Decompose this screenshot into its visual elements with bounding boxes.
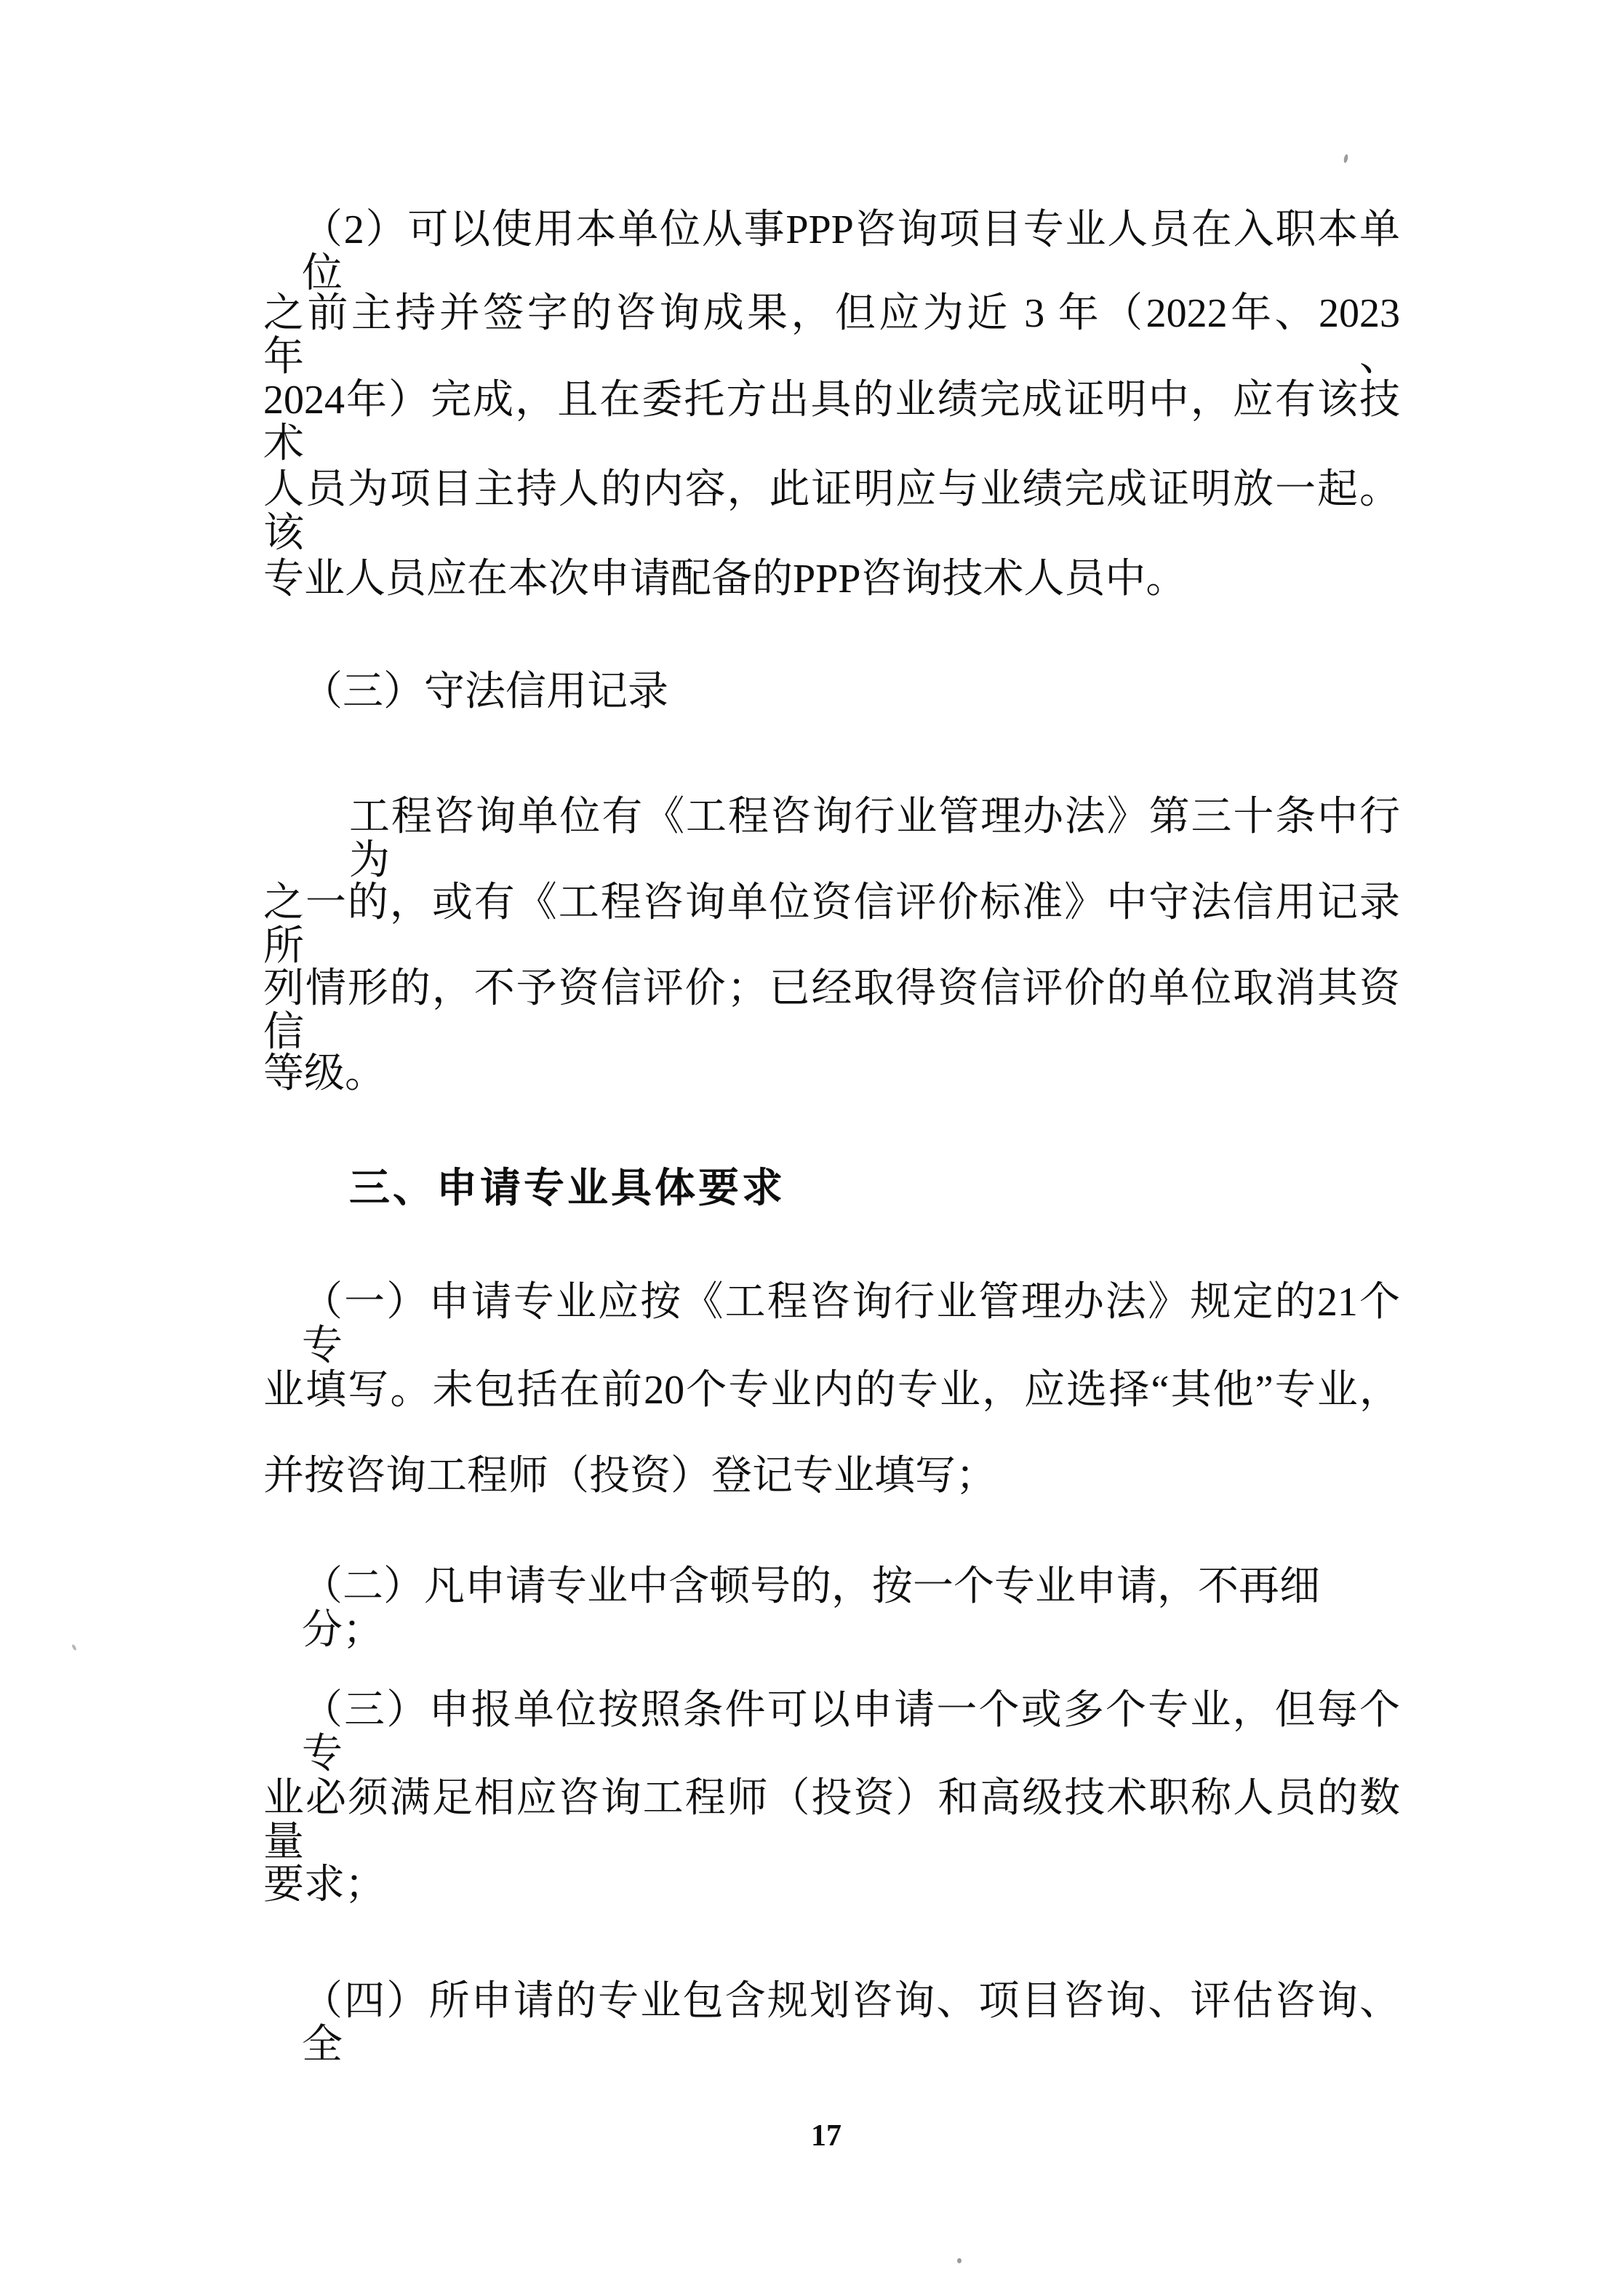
paragraph-line: 之一的，或有《工程咨询单位资信评价标准》中守法信用记录所 — [263, 880, 1400, 969]
paragraph-line: 业必须满足相应咨询工程师（投资）和高级技术职称人员的数量 — [263, 1776, 1400, 1865]
paragraph-line: 要求； — [263, 1862, 385, 1908]
paragraph-line: 2024年）完成，且在委托方出具的业绩完成证明中，应有该技术 — [263, 378, 1400, 466]
scan-artifact — [957, 2258, 962, 2263]
paragraph-line: （三）申报单位按照条件可以申请一个或多个专业，但每个专 — [302, 1688, 1400, 1777]
paragraph-line: 等级。 — [263, 1051, 385, 1096]
subsection-heading: （三）守法信用记录 — [302, 669, 668, 714]
paragraph-line: 业填写。未包括在前20个专业内的专业，应选择“其他”专业， — [263, 1368, 1400, 1413]
page-number: 17 — [811, 2119, 842, 2153]
paragraph-line: 人员为项目主持人的内容，此证明应与业绩完成证明放一起。该 — [263, 467, 1400, 556]
paragraph-line: （2）可以使用本单位从事PPP咨询项目专业人员在入职本单位 — [302, 207, 1400, 296]
paragraph-line: 并按咨询工程师（投资）登记专业填写； — [263, 1454, 996, 1499]
paragraph-line: （二）凡申请专业中含顿号的，按一个专业申请，不再细分； — [302, 1564, 1320, 1653]
paragraph-line: （一）申请专业应按《工程咨询行业管理办法》规定的21个专 — [302, 1280, 1400, 1368]
scan-artifact — [71, 1644, 77, 1651]
paragraph-line: 专业人员应在本次申请配备的PPP咨询技术人员中。 — [263, 557, 1187, 602]
section-heading: 三、申请专业具体要求 — [349, 1165, 785, 1211]
paragraph-line: 之前主持并签字的咨询成果，但应为近 3 年（2022年、2023年、 — [263, 291, 1400, 380]
paragraph-line: 工程咨询单位有《工程咨询行业管理办法》第三十条中行为 — [349, 794, 1400, 883]
scan-artifact — [1343, 154, 1348, 164]
paragraph-line: 列情形的，不予资信评价；已经取得资信评价的单位取消其资信 — [263, 966, 1400, 1055]
paragraph-line: （四）所申请的专业包含规划咨询、项目咨询、评估咨询、全 — [302, 1979, 1400, 2068]
